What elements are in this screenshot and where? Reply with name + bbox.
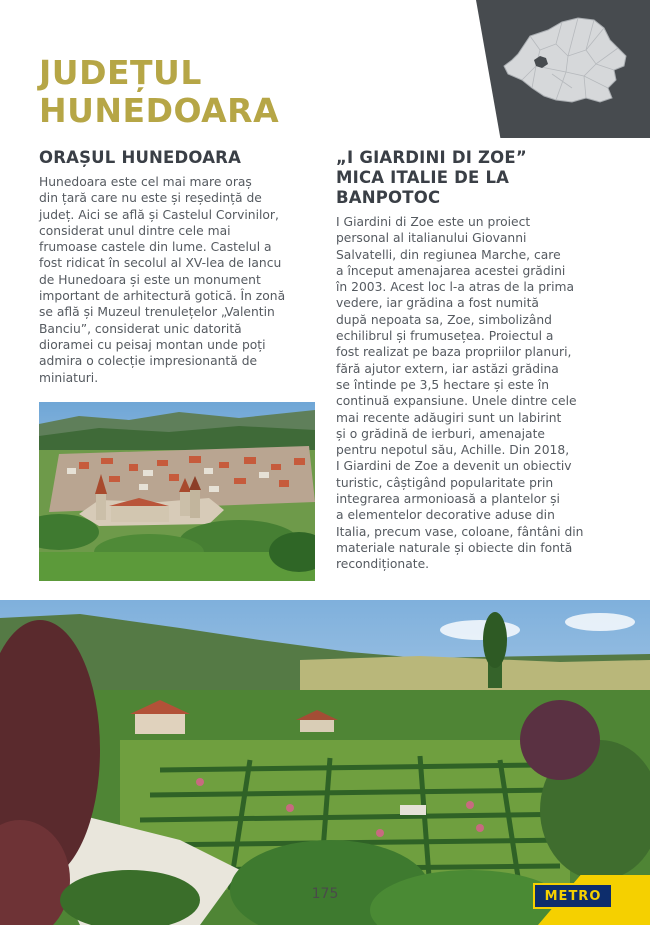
text-line: a elementelor decorative aduse din <box>336 508 555 523</box>
text-line: fost ridicat în secolul al XV-lea de Iancu <box>39 256 282 271</box>
heading-line: MICA ITALIE DE LA <box>336 168 510 187</box>
text-line: a început amenajarea acestei grădini <box>336 263 566 278</box>
hunedoara-castle-photo <box>39 402 315 581</box>
text-line: dioramei cu peisaj montan unde poți <box>39 337 266 352</box>
text-line: Salvatelli, din regiunea Marche, care <box>336 247 561 262</box>
metro-logo-text: METRO <box>544 888 602 904</box>
heading-line: BANPOTOC <box>336 188 441 207</box>
text-line: Italia, precum vase, coloane, fântâni din <box>336 524 584 539</box>
title-line-1: JUDEȚUL <box>39 53 202 92</box>
text-line: considerat unul dintre cele mai <box>39 223 231 238</box>
text-line: frumoase castele din lume. Castelul a <box>39 240 272 255</box>
map-corner <box>476 0 650 138</box>
text-line: echilibrul și frumusețea. Proiectul a <box>336 329 554 344</box>
text-line: mai recente adăugiri sunt un labirint <box>336 410 562 425</box>
right-heading <box>336 148 621 208</box>
text-line: pentru nepotul său, Achille. Din 2018, <box>336 443 570 458</box>
garden-photo <box>0 600 650 925</box>
heading-line: „I GIARDINI DI ZOE” <box>336 148 527 167</box>
text-line: I Giardini de Zoe a devenit un obiectiv <box>336 459 572 474</box>
text-line: județ. Aici se află și Castelul Corvinilor, <box>39 207 279 222</box>
text-line: fost realizat pe baza propriilor planuri, <box>336 345 572 360</box>
text-line: materiale naturale și obiecte din fontă <box>336 540 573 555</box>
right-article <box>336 148 621 573</box>
metro-logo <box>533 883 613 909</box>
page-number: 175 <box>311 886 339 902</box>
text-line: miniaturi. <box>39 370 99 385</box>
right-body <box>336 214 621 573</box>
text-line: fără ajutor extern, iar astăzi grădina <box>336 361 559 376</box>
left-body <box>39 174 323 386</box>
text-line: din țară care nu este și reședință de <box>39 191 262 206</box>
text-line: important de arhitectură gotică. În zonă <box>39 289 286 304</box>
text-line: se întinde pe 3,5 hectare și este în <box>336 377 550 392</box>
page-title <box>39 54 279 130</box>
text-line: turistic, câștigând popularitate prin <box>336 475 554 490</box>
text-line: admira o colecție impresionantă de <box>39 354 258 369</box>
text-line: și o grădină de ierburi, amenajate <box>336 426 545 441</box>
text-line: vedere, iar grădina a fost numită <box>336 296 539 311</box>
left-heading: ORAȘUL HUNEDOARA <box>39 148 242 167</box>
left-article <box>39 148 323 386</box>
text-line: după nepoata sa, Zoe, simbolizând <box>336 312 552 327</box>
title-line-2: HUNEDOARA <box>39 91 280 130</box>
text-line: I Giardini di Zoe este un proiect <box>336 215 531 229</box>
text-line: integrarea armonioasă a plantelor și <box>336 492 560 507</box>
text-line: recondiționate. <box>336 557 430 572</box>
text-line: se află și Muzeul trenulețelor „Valentin <box>39 305 275 320</box>
text-line: în 2003. Acest loc l-a atras de la prima <box>336 280 574 295</box>
text-line: Banciu”, considerat unic datorită <box>39 321 242 336</box>
romania-map-icon <box>496 14 636 114</box>
text-line: Hunedoara este cel mai mare oraș <box>39 175 252 189</box>
text-line: personal al italianului Giovanni <box>336 231 527 246</box>
text-line: de Hunedoara și este un monument <box>39 272 261 287</box>
text-line: continuă expansiune. Unele dintre cele <box>336 394 577 409</box>
